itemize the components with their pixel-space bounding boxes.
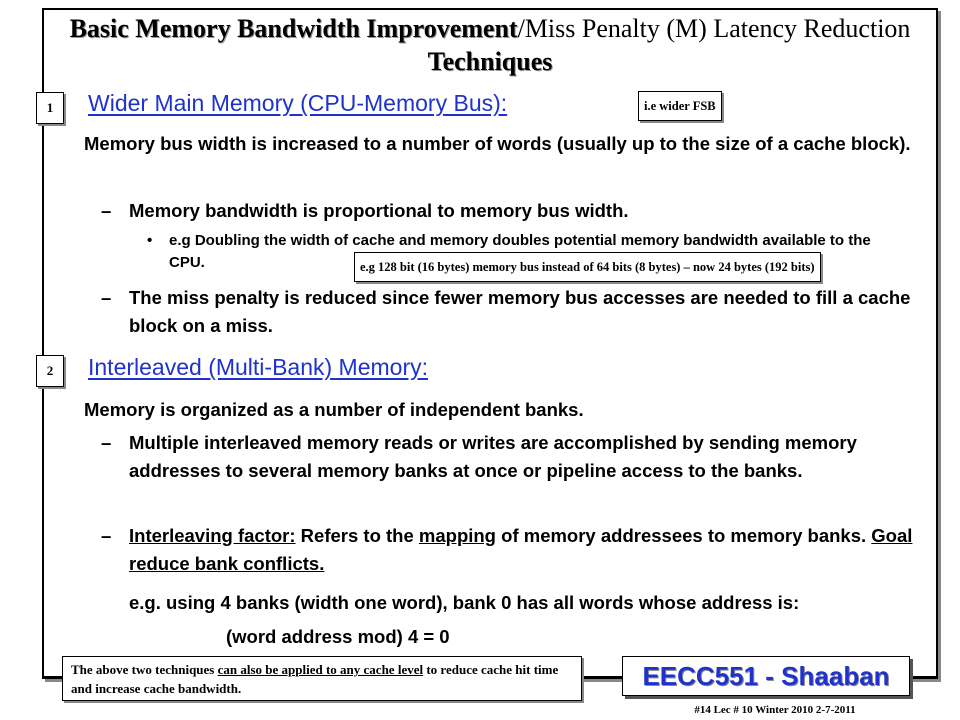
section-2-heading: Interleaved (Multi-Bank) Memory: xyxy=(88,354,428,380)
section-1-paragraph xyxy=(84,130,914,158)
footnote-text-b: to reduce cache hit time and increase cache bandwidth. xyxy=(71,662,559,696)
section-2-formula: (word address mod) 4 = 0 xyxy=(226,626,450,647)
title-bold-end: Techniques xyxy=(427,47,553,76)
section-2-example: e.g. using 4 banks (width one word), bank 0 has all words whose address is: xyxy=(129,592,800,613)
interleaving-text-a: Refers to the xyxy=(295,525,419,546)
slide-title xyxy=(44,12,936,78)
section-number-2: 2 xyxy=(36,355,64,387)
section-2-sub-item-1 xyxy=(101,429,919,485)
wider-fsb-note: i.e wider FSB xyxy=(638,91,722,121)
bullet-marker: • xyxy=(147,232,153,249)
course-badge xyxy=(622,656,910,696)
footnote-text-a: The above two techniques xyxy=(71,662,218,677)
section-2-sub-item-2 xyxy=(101,522,919,578)
dash-marker: – xyxy=(101,525,112,546)
section-number-1: 1 xyxy=(36,92,64,124)
slide-footer: #14 Lec # 10 Winter 2010 2-7-2011 xyxy=(694,704,856,716)
mapping-word: mapping xyxy=(418,525,496,546)
section-2-paragraph: Memory is organized as a number of independent banks. xyxy=(84,399,584,420)
section-1-sub-item-2 xyxy=(101,284,919,340)
section-1-paragraph-text: Memory bus width is increased to a number of words (usually up to the size of a cache block). xyxy=(84,133,911,154)
section-1-heading: Wider Main Memory (CPU-Memory Bus): xyxy=(88,90,508,116)
interleaving-text-b: of memory addressees to memory banks. xyxy=(496,525,872,546)
section-1-sub-2-text: The miss penalty is reduced since fewer memory bus accesses are needed to fill a cache block on a miss. xyxy=(129,287,911,336)
course-badge-text: EECC551 - Shaaban xyxy=(642,660,890,691)
goal-text: Goal reduce bank conflicts. xyxy=(129,525,913,574)
title-bold-part: Basic Memory Bandwidth Improvement xyxy=(69,14,518,43)
section-1-sub-1-text: Memory bandwidth is proportional to memory bus width. xyxy=(129,200,629,221)
footnote-underlined: can also be applied to any cache level xyxy=(217,662,424,677)
dash-marker: – xyxy=(101,432,112,453)
footnote-box xyxy=(62,656,582,701)
title-middle-part: /Miss Penalty (M) Latency Reduction xyxy=(517,14,911,43)
interleaving-factor-label: Interleaving factor: xyxy=(129,525,296,546)
bus-width-example-note: e.g 128 bit (16 bytes) memory bus instead of 64 bits (8 bytes) – now 24 bytes (192 bits) xyxy=(354,252,821,282)
dash-marker: – xyxy=(101,200,112,221)
dash-marker: – xyxy=(101,287,112,308)
section-1-sub-item-1 xyxy=(101,197,909,225)
section-2-sub-1-text: Multiple interleaved memory reads or writes are accomplished by sending memory addresses to several memory banks at once or pipeline access to the banks. xyxy=(129,432,857,481)
section-1-bullet-text: e.g Doubling the width of cache and memory doubles potential memory bandwidth available to the CPU. xyxy=(169,232,871,271)
